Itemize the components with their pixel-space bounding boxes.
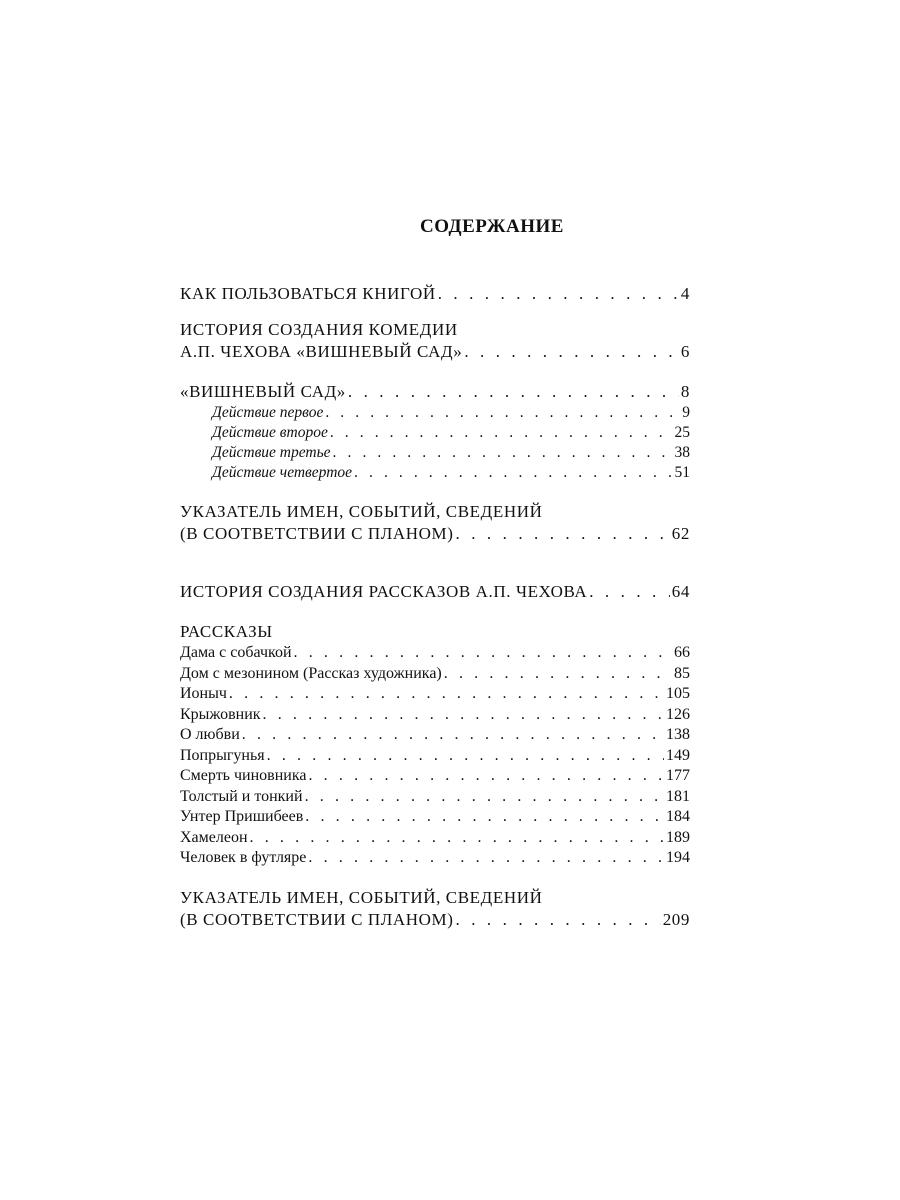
dot-leader bbox=[305, 807, 664, 828]
dot-leader bbox=[325, 403, 680, 423]
toc-entry-play-history bbox=[180, 319, 690, 363]
page-number: 181 bbox=[666, 787, 690, 805]
toc-story-line[interactable] bbox=[180, 848, 690, 869]
page-number: 189 bbox=[666, 828, 690, 846]
toc-story-line[interactable] bbox=[180, 828, 690, 849]
dot-leader bbox=[333, 443, 673, 463]
dot-leader bbox=[438, 283, 679, 305]
dot-leader bbox=[267, 746, 664, 767]
toc-line[interactable] bbox=[180, 501, 690, 523]
act-title: Действие первое bbox=[212, 404, 324, 421]
toc-entry-cherry-orchard bbox=[180, 381, 690, 483]
dot-leader bbox=[589, 581, 670, 603]
page-number: 38 bbox=[674, 444, 690, 461]
toc-act-line[interactable] bbox=[180, 423, 690, 443]
story-title: Дама с собачкой bbox=[180, 644, 292, 661]
toc-line[interactable] bbox=[180, 381, 690, 403]
toc-story-line[interactable] bbox=[180, 746, 690, 767]
entry-title: ИСТОРИЯ СОЗДАНИЯ КОМЕДИИ bbox=[180, 320, 458, 339]
dot-leader bbox=[330, 423, 673, 443]
page-number: 8 bbox=[680, 382, 690, 401]
toc-entry-index-2 bbox=[180, 887, 690, 931]
entry-title: А.П. ЧЕХОВА «ВИШНЕВЫЙ САД» bbox=[180, 342, 463, 361]
act-title: Действие третье bbox=[212, 444, 331, 461]
dot-leader bbox=[456, 909, 661, 931]
page-number: 138 bbox=[666, 726, 690, 743]
toc-line[interactable] bbox=[180, 319, 690, 341]
toc-story-line[interactable] bbox=[180, 807, 690, 828]
story-title: Крыжовник bbox=[180, 705, 261, 723]
toc-line[interactable] bbox=[180, 581, 690, 603]
dot-leader bbox=[308, 766, 664, 787]
dot-leader bbox=[294, 643, 672, 664]
page-number: 149 bbox=[666, 746, 690, 764]
toc-story-line[interactable] bbox=[180, 643, 690, 664]
dot-leader bbox=[444, 664, 672, 685]
dot-leader bbox=[305, 787, 664, 808]
story-title: Ионыч bbox=[180, 685, 227, 702]
toc-act-line[interactable] bbox=[180, 443, 690, 463]
page-number: 209 bbox=[662, 909, 690, 929]
entry-title: УКАЗАТЕЛЬ ИМЕН, СОБЫТИЙ, СВЕДЕНИЙ bbox=[180, 887, 543, 907]
page-number: 177 bbox=[666, 767, 690, 784]
entry-title: УКАЗАТЕЛЬ ИМЕН, СОБЫТИЙ, СВЕДЕНИЙ bbox=[180, 502, 543, 521]
dot-leader bbox=[348, 381, 679, 403]
story-title: Унтер Пришибеев bbox=[180, 808, 304, 825]
dot-leader bbox=[229, 684, 664, 705]
page-number: 25 bbox=[674, 424, 690, 441]
dot-leader bbox=[464, 341, 679, 363]
page-number: 4 bbox=[680, 284, 690, 303]
story-title: Дом с мезонином (Рассказ художника) bbox=[180, 664, 442, 682]
toc-story-line[interactable] bbox=[180, 787, 690, 808]
entry-title: ИСТОРИЯ СОЗДАНИЯ РАССКАЗОВ А.П. ЧЕХОВА bbox=[180, 582, 588, 601]
toc-story-line[interactable] bbox=[180, 725, 690, 746]
story-title: Попрыгунья bbox=[180, 746, 265, 764]
toc-line[interactable] bbox=[180, 523, 690, 545]
entry-title: (В СООТВЕТСТВИИ С ПЛАНОМ) bbox=[180, 524, 454, 543]
page-number: 9 bbox=[682, 404, 690, 421]
table-of-contents bbox=[180, 283, 690, 931]
act-title: Действие второе bbox=[212, 424, 328, 441]
toc-act-line[interactable] bbox=[180, 463, 690, 483]
entry-title: КАК ПОЛЬЗОВАТЬСЯ КНИГОЙ bbox=[180, 284, 436, 303]
toc-story-line[interactable] bbox=[180, 766, 690, 787]
dot-leader bbox=[456, 523, 670, 545]
page-number: 184 bbox=[666, 808, 690, 825]
page-number: 194 bbox=[666, 849, 690, 866]
entry-title: «ВИШНЕВЫЙ САД» bbox=[180, 382, 346, 401]
toc-act-line[interactable] bbox=[180, 403, 690, 423]
toc-line[interactable] bbox=[180, 887, 690, 909]
page-number: 66 bbox=[674, 644, 690, 661]
toc-entry-how-to-use bbox=[180, 283, 690, 305]
page-title: СОДЕРЖАНИЕ bbox=[420, 216, 564, 237]
story-title: О любви bbox=[180, 726, 240, 743]
dot-leader bbox=[263, 705, 664, 726]
story-title: Толстый и тонкий bbox=[180, 787, 303, 805]
story-title: Хамелеон bbox=[180, 828, 248, 846]
page-number: 85 bbox=[674, 664, 690, 682]
toc-story-line[interactable] bbox=[180, 705, 690, 726]
toc-entry-stories-history bbox=[180, 581, 690, 603]
toc-story-line[interactable] bbox=[180, 664, 690, 685]
dot-leader bbox=[354, 463, 672, 483]
toc-entry-stories bbox=[180, 621, 690, 869]
toc-story-line[interactable] bbox=[180, 684, 690, 705]
page-number: 126 bbox=[666, 705, 690, 723]
story-title: Человек в футляре bbox=[180, 849, 307, 866]
page-number: 6 bbox=[680, 342, 690, 361]
toc-entry-index-1 bbox=[180, 501, 690, 545]
act-title: Действие четвертое bbox=[212, 464, 353, 481]
page-number: 105 bbox=[666, 685, 690, 702]
entry-title: (В СООТВЕТСТВИИ С ПЛАНОМ) bbox=[180, 909, 454, 929]
toc-line[interactable] bbox=[180, 341, 690, 363]
toc-line[interactable] bbox=[180, 909, 690, 931]
dot-leader bbox=[308, 848, 664, 869]
dot-leader bbox=[250, 828, 664, 849]
story-title: Смерть чиновника bbox=[180, 767, 307, 784]
page-number: 62 bbox=[671, 524, 690, 543]
toc-line[interactable] bbox=[180, 283, 690, 305]
page-number: 64 bbox=[671, 582, 690, 601]
entry-title: РАССКАЗЫ bbox=[180, 622, 273, 641]
page-number: 51 bbox=[674, 464, 690, 481]
dot-leader bbox=[242, 725, 664, 746]
section-heading bbox=[180, 621, 690, 643]
